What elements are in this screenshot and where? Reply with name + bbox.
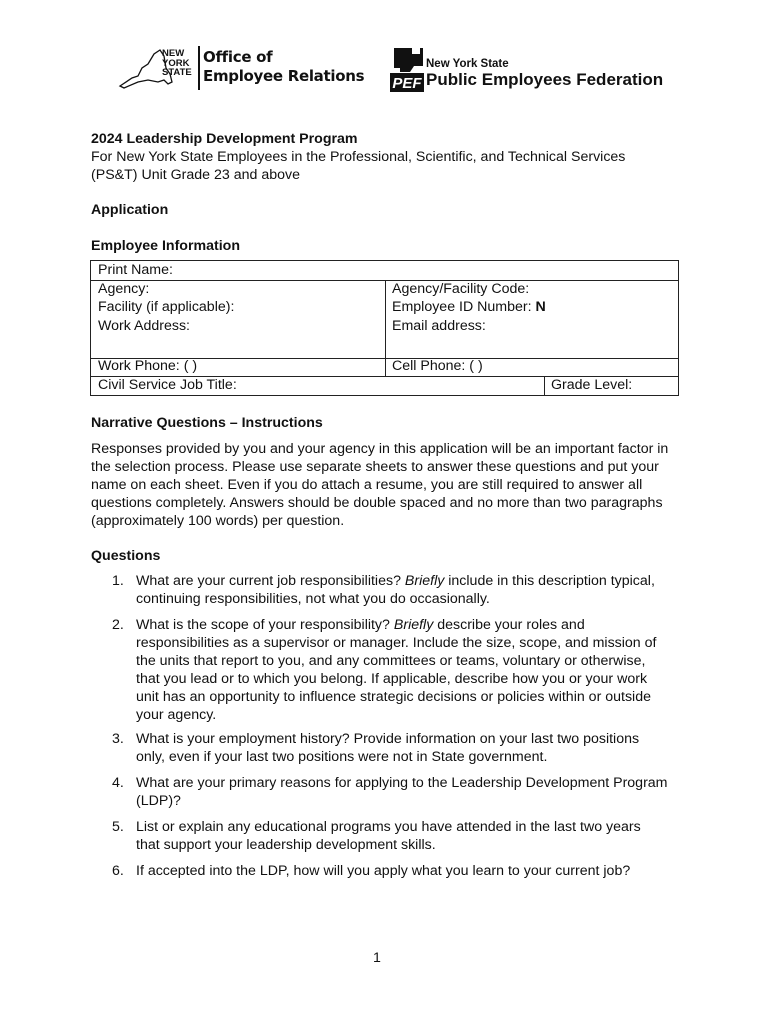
- agency-field[interactable]: Agency:: [98, 281, 150, 297]
- pef-mark-text: PEF: [392, 75, 422, 92]
- employee-id-label: Employee ID Number:: [392, 299, 536, 315]
- program-subtitle-line1: For New York State Employees in the Professional, Scientific, and Technical Services: [91, 149, 626, 165]
- question-number: 5.: [112, 819, 124, 835]
- emphasis-text: Briefly: [404, 573, 445, 589]
- question-line-text: unit has an opportunity to influence strategic decisions or policies within or outside: [136, 689, 651, 705]
- print-name-field[interactable]: Print Name:: [98, 262, 173, 278]
- question-line-text: your agency.: [136, 707, 217, 723]
- agency-facility-code-field[interactable]: Agency/Facility Code:: [392, 281, 530, 297]
- question-text: [136, 818, 716, 854]
- question-line: [136, 688, 716, 706]
- employee-info-heading: Employee Information: [91, 238, 240, 254]
- question-line: [136, 590, 716, 608]
- question-number: 4.: [112, 775, 124, 791]
- pef-mark-icon: [390, 46, 424, 92]
- question-line: [136, 730, 716, 748]
- question-number: 1.: [112, 573, 124, 589]
- narrative-line: Responses provided by you and your agency in this application will be an important factor in: [91, 441, 669, 457]
- pef-small-text: New York State: [426, 58, 509, 70]
- question-text: [136, 862, 716, 880]
- question-line: [136, 774, 716, 792]
- table-divider: [544, 376, 545, 395]
- narrative-line: (approximately 100 words) per question.: [91, 513, 345, 529]
- facility-field[interactable]: Facility (if applicable):: [98, 299, 235, 315]
- question-line-text: What are your primary reasons for applying to the Leadership Development Program: [136, 775, 668, 791]
- oer-logo: [118, 44, 365, 92]
- question-line-text: the units that report to you, and any committees or teams, voluntary or otherwise,: [136, 653, 646, 669]
- question-line-text: responsibilities as a supervisor or manager. Include the size, scope, and mission of: [136, 635, 657, 651]
- application-heading: Application: [91, 202, 169, 218]
- question-line-text: List or explain any educational programs you have attended in the last two years: [136, 819, 641, 835]
- grade-level-field[interactable]: Grade Level:: [551, 377, 633, 393]
- employee-id-value: N: [535, 299, 546, 315]
- question-line: [136, 748, 716, 766]
- question-line-text: If accepted into the LDP, how will you apply what you learn to your current job?: [136, 863, 631, 879]
- question-text: [136, 774, 716, 810]
- work-phone-field[interactable]: Work Phone: ( ): [98, 358, 198, 374]
- question-line-text: include in this description typical,: [444, 573, 655, 589]
- question-line: [136, 572, 716, 590]
- logo-divider: [198, 46, 200, 90]
- question-line-text: describe your roles and: [433, 617, 585, 633]
- narrative-heading: Narrative Questions – Instructions: [91, 415, 323, 431]
- page-number: 1: [373, 950, 381, 966]
- employee-id-field[interactable]: [392, 299, 546, 315]
- question-line: [136, 818, 716, 836]
- question-line: [136, 634, 716, 652]
- program-subtitle-line2: (PS&T) Unit Grade 23 and above: [91, 167, 300, 183]
- question-line-text: What is your employment history? Provide information on your last two positions: [136, 731, 640, 747]
- program-title: 2024 Leadership Development Program: [91, 131, 358, 147]
- question-number: 2.: [112, 617, 124, 633]
- narrative-line: questions completely. Answers should be double spaced and no more than two paragraphs: [91, 495, 663, 511]
- question-text: [136, 616, 716, 724]
- narrative-line: name on each sheet. Even if you do attach a resume, you are still required to answer all: [91, 477, 643, 493]
- narrative-line: the selection process. Please use separate sheets to answer these questions and put your: [91, 459, 659, 475]
- email-address-field[interactable]: Email address:: [392, 318, 486, 334]
- questions-heading: Questions: [91, 548, 161, 564]
- question-number: 3.: [112, 731, 124, 747]
- question-line: [136, 862, 716, 880]
- question-text: [136, 730, 716, 766]
- question-line: [136, 670, 716, 688]
- work-address-field[interactable]: Work Address:: [98, 318, 190, 334]
- question-line-text: What is the scope of your responsibility?: [136, 617, 394, 633]
- oer-logo-text: Office of Employee Relations: [203, 48, 365, 85]
- employee-info-table: [90, 260, 679, 396]
- question-number: 6.: [112, 863, 124, 879]
- question-line-text: continuing responsibilities, not what you do occasionally.: [136, 591, 490, 607]
- question-line-text: What are your current job responsibilities?: [136, 573, 405, 589]
- question-line: [136, 792, 716, 810]
- question-line-text: (LDP)?: [136, 793, 181, 809]
- cell-phone-field[interactable]: Cell Phone: ( ): [392, 358, 483, 374]
- emphasis-text: Briefly: [393, 617, 434, 633]
- question-line: [136, 836, 716, 854]
- question-line-text: that support your leadership development skills.: [136, 837, 436, 853]
- question-line-text: only, even if your last two positions were not in State government.: [136, 749, 548, 765]
- question-line: [136, 616, 716, 634]
- table-divider: [385, 280, 386, 376]
- question-line-text: that you lead or to which you belong. If applicable, describe how you or your work: [136, 671, 648, 687]
- question-text: [136, 572, 716, 608]
- ny-state-mark: NEW YORK STATE: [162, 48, 192, 78]
- question-line: [136, 706, 716, 724]
- civil-service-title-field[interactable]: Civil Service Job Title:: [98, 377, 237, 393]
- question-line: [136, 652, 716, 670]
- pef-big-text: Public Employees Federation: [426, 70, 664, 89]
